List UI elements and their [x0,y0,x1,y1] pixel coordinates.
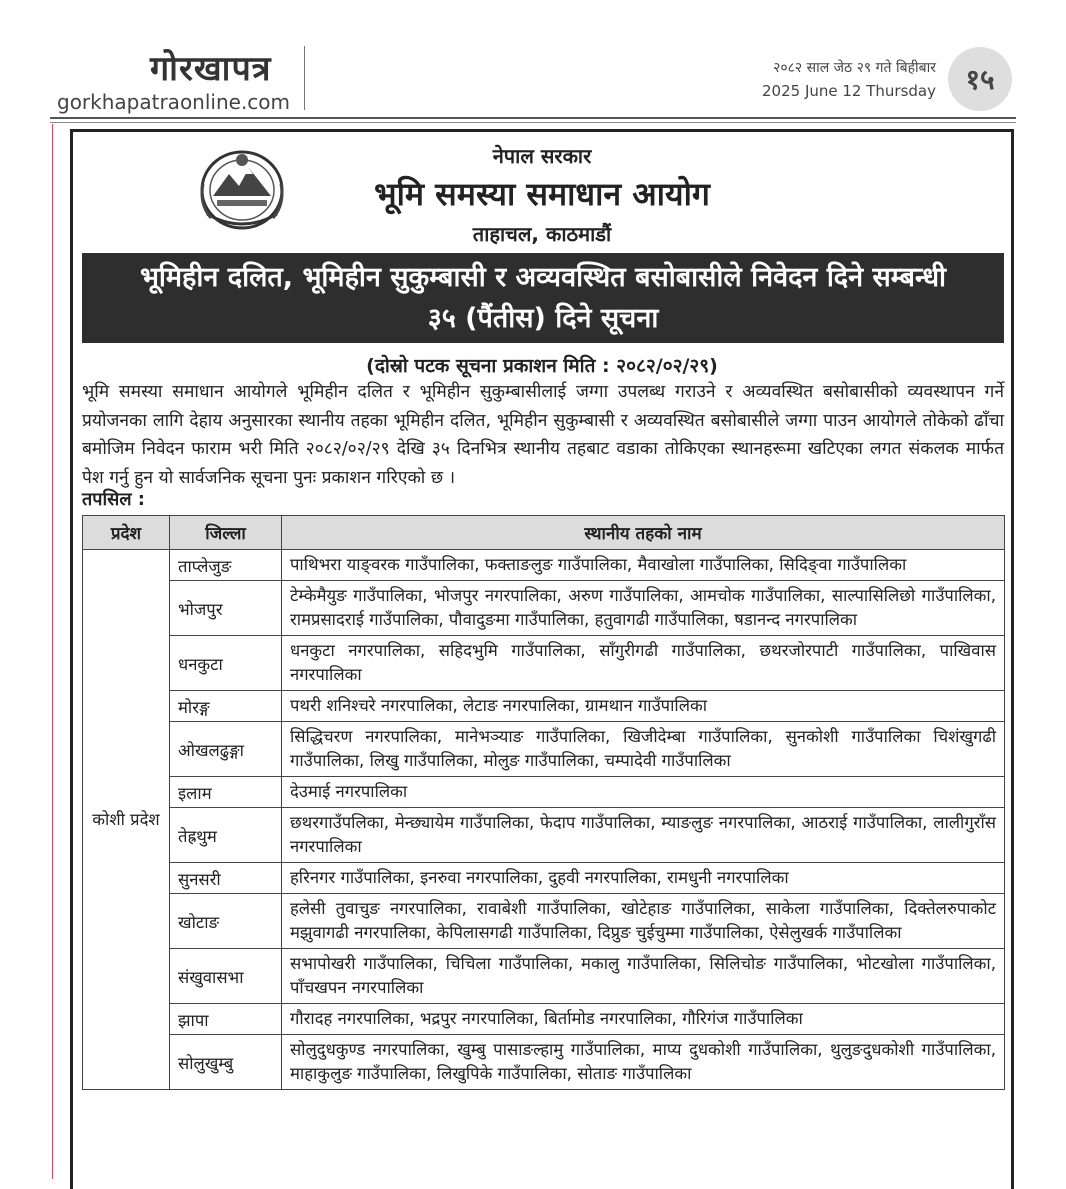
table-row [83,1004,1005,1035]
headline-line-2: ३५ (पैंतीस) दिने सूचना [427,303,659,334]
local-levels-cell: छथरगाउँपलिका, मेन्छ्यायेम गाउँपालिका, फेदाप गाउँपालिका, म्याङलुङ नगरपालिका, आठराई गाउँपालिका, लालीगुराँस नगरपालिका [282,808,1005,863]
table-row [83,808,1005,863]
district-cell: सुनसरी [170,863,282,894]
district-cell: धनकुटा [170,636,282,691]
district-cell: झापा [170,1004,282,1035]
local-levels-cell: पाथिभरा याङ्वरक गाउँपालिका, फक्ताङलुङ गाउँपालिका, मैवाखोला गाउँपालिका, सिदिङ्वा गाउँपालिका [282,550,1005,581]
local-levels-table [82,515,1005,1090]
date-english: 2025 June 12 Thursday [762,82,936,100]
province-cell [83,550,170,1090]
website-url: gorkhapatraonline.com [57,90,291,114]
district-cell: ताप्लेजुङ [170,550,282,581]
header-rule-inner [50,122,1016,123]
table-row [83,949,1005,1004]
table-row [83,550,1005,581]
organization-location: ताहाचल, काठमाडौं [472,222,612,246]
table-row [83,777,1005,808]
notice-box [70,129,1014,1189]
publication-date: (दोस्रो पटक सूचना प्रकाशन मिति : २०८२/०२/२९) [366,355,718,377]
local-levels-cell: पथरी शनिश्चरे नगरपालिका, लेटाङ नगरपालिका, ग्रामथान गाउँपालिका [282,691,1005,722]
local-levels-cell: सोलुदुधकुण्ड नगरपालिका, खुम्बु पासाङल्हामु गाउँपालिका, माप्य दुधकोशी गाउँपालिका, थुलुङदुधकोशी गाउँपालिका, माहाकुलुङ गाउँपालिका, लिखुपिके गाउँपालिका, सोताङ गाउँपालिका [282,1035,1005,1090]
local-levels-cell: हरिनगर गाउँपालिका, इनरुवा नगरपालिका, दुहवी नगरपालिका, रामधुनी नगरपालिका [282,863,1005,894]
province-name: कोशी प्रदेश [92,809,160,829]
table-header-row [83,516,1005,550]
header-local-levels: स्थानीय तहको नाम [282,516,1005,550]
header-rule [50,117,1016,119]
notice-headline [82,253,1004,343]
table-row [83,894,1005,949]
district-cell: मोरङ्ग [170,691,282,722]
district-cell: तेह्रथुम [170,808,282,863]
margin-line [52,124,53,1179]
district-cell: सोलुखुम्बु [170,1035,282,1090]
district-cell: ओखलढुङ्गा [170,722,282,777]
local-levels-cell: सिद्धिचरण नगरपालिका, मानेभञ्याङ गाउँपालिका, खिजीदेम्बा गाउँपालिका, सुनकोशी गाउँपालिका चिशंखुगढी गाउँपालिका, लिखु गाउँपालिका, मोलुङ गाउँपालिका, चम्पादेवी गाउँपालिका [282,722,1005,777]
table-row [83,1035,1005,1090]
table-row [83,636,1005,691]
local-levels-cell: देउमाई नगरपालिका [282,777,1005,808]
header-district: जिल्ला [170,516,282,550]
details-label: तपसिल : [82,489,145,510]
header-province: प्रदेश [83,516,170,550]
date-nepali: २०८२ साल जेठ २९ गते बिहीबार [773,60,936,76]
district-cell: भोजपुर [170,581,282,636]
table-row [83,691,1005,722]
table-row [83,722,1005,777]
government-title: नेपाल सरकार [492,144,592,168]
organization-title: भूमि समस्या समाधान आयोग [374,175,710,213]
district-cell: इलाम [170,777,282,808]
newspaper-name: गोरखापत्र [150,49,272,89]
table-row [83,581,1005,636]
notice-body: भूमि समस्या समाधान आयोगले भूमिहीन दलित र भूमिहीन सुकुम्बासीलाई जग्गा उपलब्ध गराउने र अव्यवस्थित बसोबासीको व्यवस्थापन गर्ने प्रयोजनका लागि देहाय अनुसारका स्थानीय तहका भूमिहीन दलित, भूमिहीन सुकुम्बासी र अव्यवस्थित बसोबासीले जग्गा पाउन आयोगले तोकेको ढाँचा बमोजिम निवेदन फाराम भरी मिति २०८२/०२/२९ देखि ३५ दिनभित्र स्थानीय तहबाट वडाका तोकिएका स्थानहरूमा खटिएका लगत संकलक मार्फत पेश गर्नु हुन यो सार्वजनिक सूचना पुनः प्रकाशन गरिएको छ । [82,382,1005,488]
local-levels-cell: गौरादह नगरपालिका, भद्रपुर नगरपालिका, बिर्तामोड नगरपालिका, गौरिगंज गाउँपालिका [282,1004,1005,1035]
local-levels-cell: हलेसी तुवाचुङ नगरपालिका, रावाबेशी गाउँपालिका, खोटेहाङ गाउँपालिका, साकेला गाउँपालिका, दिक्तेलरुपाकोट मझुवागढी नगरपालिका, केपिलासगढी गाउँपालिका, दिप्रुङ चुईचुम्मा गाउँपालिका, ऐसेलुखर्क गाउँपालिका [282,894,1005,949]
headline-line-1: भूमिहीन दलित, भूमिहीन सुकुम्बासी र अव्यवस्थित बसोबासीले निवेदन दिने सम्बन्धी [139,262,947,293]
local-levels-cell: धनकुटा नगरपालिका, सहिदभुमि गाउँपालिका, साँगुरीगढी गाउँपालिका, छथरजोरपाटी गाउँपालिका, पाखिवास नगरपालिका [282,636,1005,691]
local-levels-cell: टेम्केमैयुङ गाउँपालिका, भोजपुर नगरपालिका, अरुण गाउँपालिका, आमचोक गाउँपालिका, साल्पासिलिछो गाउँपालिका, रामप्रसादराई गाउँपालिका, पौवादुङमा गाउँपालिका, हतुवागढी गाउँपालिका, षडानन्द नगरपालिका [282,581,1005,636]
district-cell: खोटाङ [170,894,282,949]
table-row [83,863,1005,894]
district-cell: संखुवासभा [170,949,282,1004]
local-levels-cell: सभापोखरी गाउँपालिका, चिचिला गाउँपालिका, मकालु गाउँपालिका, सिलिचोङ गाउँपालिका, भोटखोला गाउँपालिका, पाँचखपन नगरपालिका [282,949,1005,1004]
masthead-divider [304,46,305,110]
page-number: १५ [948,47,1012,111]
masthead [0,0,1066,120]
